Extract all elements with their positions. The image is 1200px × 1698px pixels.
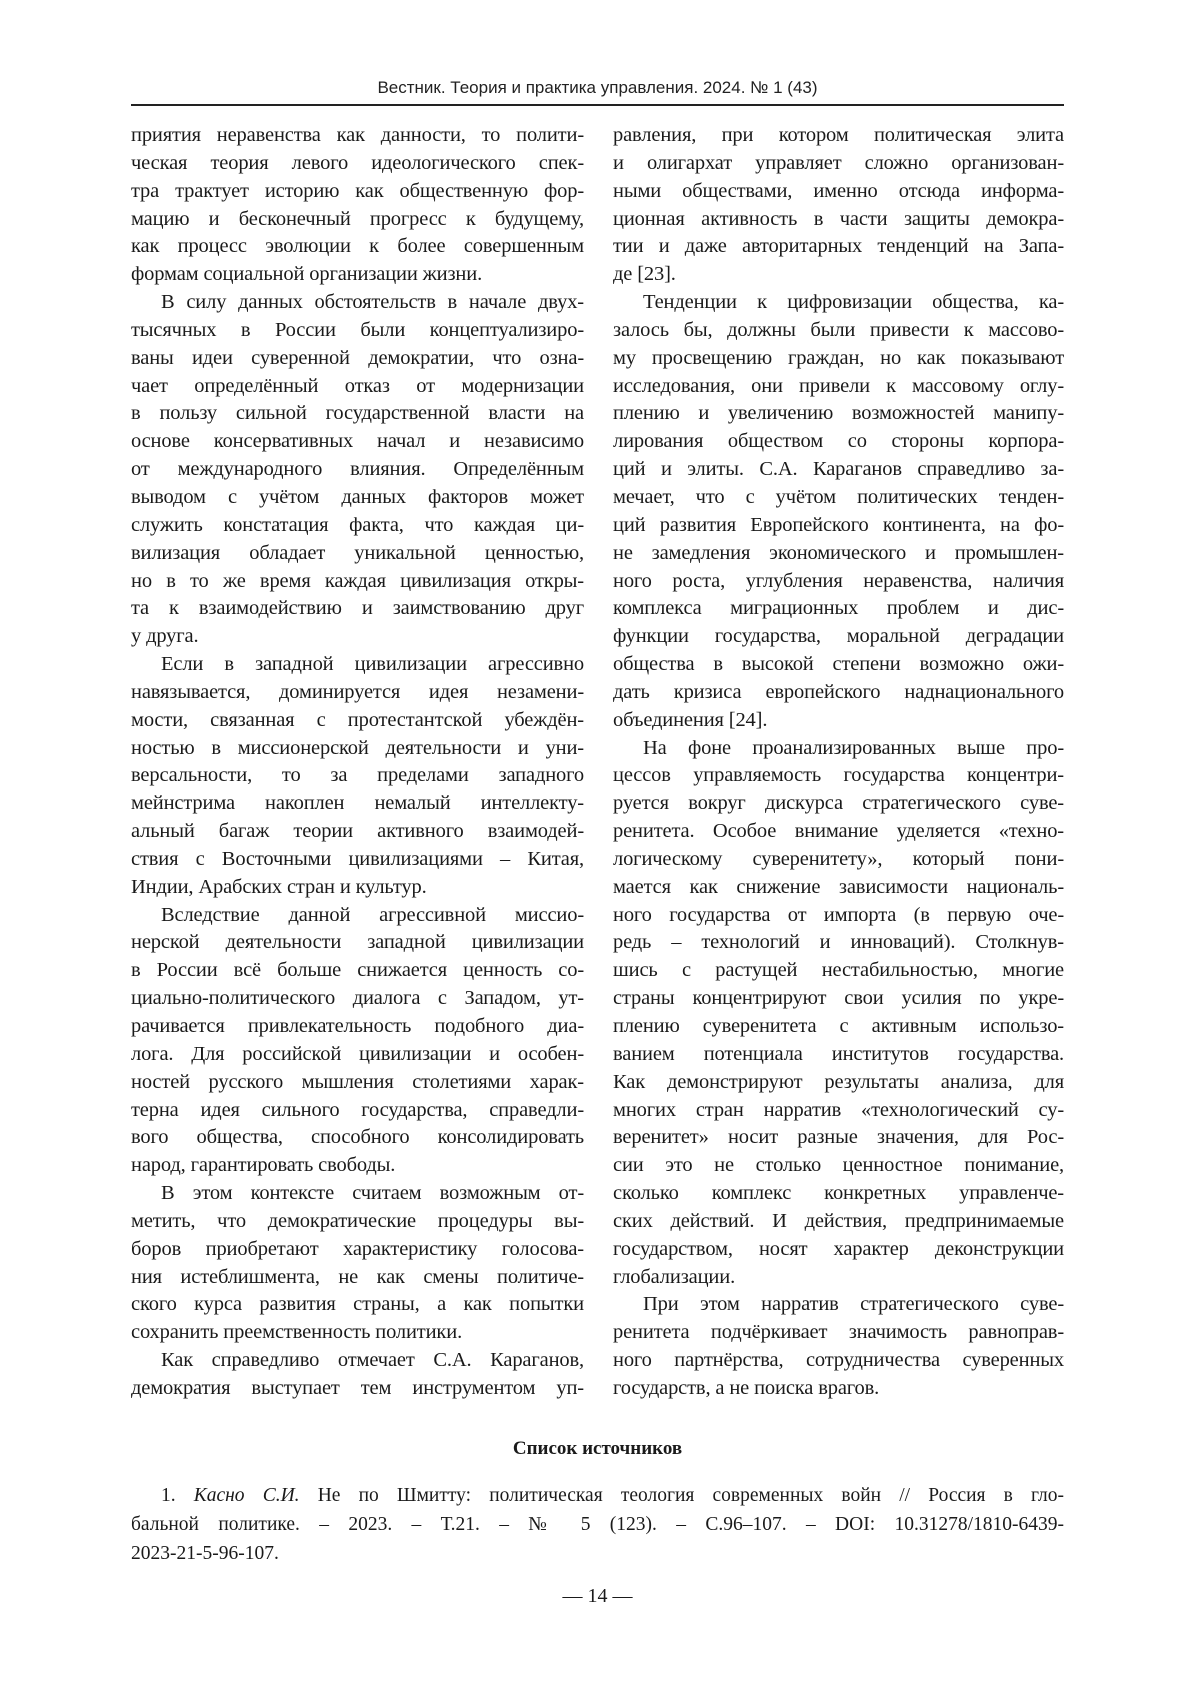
reference-item-1-line-2: бальной политике. – 2023. – Т.21. – № 5 (123). – С.96–107. – DOI: 10.31278/1810-6439- <box>131 1511 1064 1540</box>
page-number: — 14 — <box>131 1585 1064 1608</box>
text-line: навязывается, доминируется идея незамени- <box>131 679 584 707</box>
text-line: му просвещению граждан, но как показывают <box>613 345 1064 373</box>
text-line: боров приобретают характеристику голосова- <box>131 1236 584 1264</box>
text-line: В силу данных обстоятельств в начале двух- <box>131 289 584 317</box>
text-line: многих стран нарратив «технологический су- <box>613 1097 1064 1125</box>
text-line: ского курса развития страны, а как попытки <box>131 1291 584 1319</box>
text-line: народ, гарантировать свободы. <box>131 1152 584 1180</box>
text-line: де [23]. <box>613 261 1064 289</box>
paragraph <box>131 289 584 651</box>
text-line: В этом контексте считаем возможным от- <box>131 1180 584 1208</box>
text-line: ствия с Восточными цивилизациями – Китая, <box>131 846 584 874</box>
text-line: ваны идеи суверенной демократии, что озна- <box>131 345 584 373</box>
text-line: цессов управляемость государства концентри- <box>613 762 1064 790</box>
paragraph <box>613 289 1064 735</box>
text-line: ния истеблишмента, не как смены политиче- <box>131 1264 584 1292</box>
text-line: ными обществами, именно отсюда информа- <box>613 178 1064 206</box>
text-line: в России всё больше снижается ценность со- <box>131 957 584 985</box>
paragraph <box>131 122 584 289</box>
text-line: альный багаж теории активного взаимодей- <box>131 818 584 846</box>
text-line: глобализации. <box>613 1264 1064 1292</box>
reference-item-1-line-1 <box>131 1482 1064 1511</box>
text-line: мается как снижение зависимости националь- <box>613 874 1064 902</box>
text-line: сии это не столько ценностное понимание, <box>613 1152 1064 1180</box>
text-line: тысячных в России были концептуализиро- <box>131 317 584 345</box>
text-line: плению и увеличению возможностей манипу- <box>613 400 1064 428</box>
text-line: как процесс эволюции к более совершенным <box>131 233 584 261</box>
text-line: Вследствие данной агрессивной миссио- <box>131 902 584 930</box>
text-line: Индии, Арабских стран и культур. <box>131 874 584 902</box>
text-line: циально-политического диалога с Западом, ут- <box>131 985 584 1013</box>
text-line: исследования, они привели к массовому оглу- <box>613 373 1064 401</box>
text-line: страны концентрируют свои усилия по укре- <box>613 985 1064 1013</box>
text-line: формам социальной организации жизни. <box>131 261 584 289</box>
text-line: нерской деятельности западной цивилизации <box>131 929 584 957</box>
text-line: редь – технологий и инноваций). Столкнув- <box>613 929 1064 957</box>
text-line: тра трактует историю как общественную фор- <box>131 178 584 206</box>
text-line: функции государства, моральной деградации <box>613 623 1064 651</box>
text-line: ских действий. И действия, предпринимаемые <box>613 1208 1064 1236</box>
text-line: ностей русского мышления столетиями харак- <box>131 1069 584 1097</box>
text-line: ческая теория левого идеологического спек- <box>131 150 584 178</box>
running-header: Вестник. Теория и практика управления. 2024. № 1 (43) <box>131 78 1064 98</box>
text-line: ного государства от импорта (в первую оче- <box>613 902 1064 930</box>
text-line: тии и даже авторитарных тенденций на Запа- <box>613 233 1064 261</box>
text-line: приятия неравенства как данности, то полити- <box>131 122 584 150</box>
text-line: залось бы, должны были привести к массово- <box>613 317 1064 345</box>
text-line: Тенденции к цифровизации общества, ка- <box>613 289 1064 317</box>
text-line: ного роста, углубления неравенства, наличия <box>613 568 1064 596</box>
left-column <box>131 122 584 1403</box>
text-line: Если в западной цивилизации агрессивно <box>131 651 584 679</box>
references-heading: Список источников <box>131 1438 1064 1460</box>
text-line: сохранить преемственность политики. <box>131 1319 584 1347</box>
text-line: ционная активность в части защиты демокра- <box>613 206 1064 234</box>
text-line: основе консервативных начал и независимо <box>131 428 584 456</box>
text-line: дать кризиса европейского наднационального <box>613 679 1064 707</box>
text-line: у друга. <box>131 623 584 651</box>
text-line: равления, при котором политическая элита <box>613 122 1064 150</box>
text-line: не замедления экономического и промышлен- <box>613 540 1064 568</box>
text-line: плению суверенитета с активным использо- <box>613 1013 1064 1041</box>
reference-number: 1. <box>161 1485 176 1506</box>
text-line: комплекса миграционных проблем и дис- <box>613 595 1064 623</box>
text-line: ного партнёрства, сотрудничества суверенных <box>613 1347 1064 1375</box>
text-line: метить, что демократические процедуры вы- <box>131 1208 584 1236</box>
text-line: При этом нарратив стратегического суве- <box>613 1291 1064 1319</box>
reference-text: Не по Шмитту: политическая теология современных войн // Россия в гло- <box>318 1485 1064 1506</box>
text-line: терна идея сильного государства, справедли- <box>131 1097 584 1125</box>
paragraph <box>613 1291 1064 1402</box>
text-line: объединения [24]. <box>613 707 1064 735</box>
text-line: служить констатация факта, что каждая ци- <box>131 512 584 540</box>
text-line: мости, связанная с протестантской убеждён- <box>131 707 584 735</box>
reference-author: Касно С.И. <box>194 1485 300 1506</box>
text-line: мацию и бесконечный прогресс к будущему, <box>131 206 584 234</box>
text-line: и олигархат управляет сложно организован- <box>613 150 1064 178</box>
text-line: ванием потенциала институтов государства. <box>613 1041 1064 1069</box>
text-line: версальности, то за пределами западного <box>131 762 584 790</box>
paragraph <box>613 122 1064 289</box>
text-line: логическому суверенитету», который пони- <box>613 846 1064 874</box>
paragraph <box>131 1180 584 1347</box>
text-line: та к взаимодействию и заимствованию друг <box>131 595 584 623</box>
text-line: лога. Для российской цивилизации и особен- <box>131 1041 584 1069</box>
text-line: демократия выступает тем инструментом уп- <box>131 1375 584 1403</box>
text-line: ренитета. Особое внимание уделяется «техно- <box>613 818 1064 846</box>
paragraph <box>131 651 584 902</box>
text-line: государством, носят характер деконструкции <box>613 1236 1064 1264</box>
text-line: мечает, что с учётом политических тенден- <box>613 484 1064 512</box>
right-column <box>613 122 1064 1403</box>
text-line: На фоне проанализированных выше про- <box>613 735 1064 763</box>
text-line: Как справедливо отмечает С.А. Караганов, <box>131 1347 584 1375</box>
text-line: ций развития Европейского континента, на фо- <box>613 512 1064 540</box>
text-line: общества в высокой степени возможно ожи- <box>613 651 1064 679</box>
text-line: ренитета подчёркивает значимость равноправ- <box>613 1319 1064 1347</box>
text-line: рачивается привлекательность подобного диа- <box>131 1013 584 1041</box>
text-line: чает определённый отказ от модернизации <box>131 373 584 401</box>
references-list <box>131 1482 1064 1568</box>
text-line: государств, а не поиска врагов. <box>613 1375 1064 1403</box>
reference-item-1-line-3: 2023-21-5-96-107. <box>131 1540 1064 1569</box>
text-line: мейнстрима накоплен немалый интеллекту- <box>131 790 584 818</box>
paragraph <box>613 735 1064 1292</box>
text-line: ностью в миссионерской деятельности и уни- <box>131 735 584 763</box>
text-line: шись с растущей нестабильностью, многие <box>613 957 1064 985</box>
text-line: сколько комплекс конкретных управленче- <box>613 1180 1064 1208</box>
text-line: Как демонстрируют результаты анализа, для <box>613 1069 1064 1097</box>
paragraph <box>131 902 584 1180</box>
text-line: веренитет» носит разные значения, для Рос- <box>613 1124 1064 1152</box>
text-line: но в то же время каждая цивилизация откры- <box>131 568 584 596</box>
text-line: руется вокруг дискурса стратегического суве- <box>613 790 1064 818</box>
text-line: лирования обществом со стороны корпора- <box>613 428 1064 456</box>
header-rule <box>131 104 1064 106</box>
text-line: вилизация обладает уникальной ценностью, <box>131 540 584 568</box>
text-line: выводом с учётом данных факторов может <box>131 484 584 512</box>
paragraph <box>131 1347 584 1403</box>
text-line: в пользу сильной государственной власти на <box>131 400 584 428</box>
text-line: вого общества, способного консолидировать <box>131 1124 584 1152</box>
text-line: ций и элиты. С.А. Караганов справедливо за- <box>613 456 1064 484</box>
text-line: от международного влияния. Определённым <box>131 456 584 484</box>
